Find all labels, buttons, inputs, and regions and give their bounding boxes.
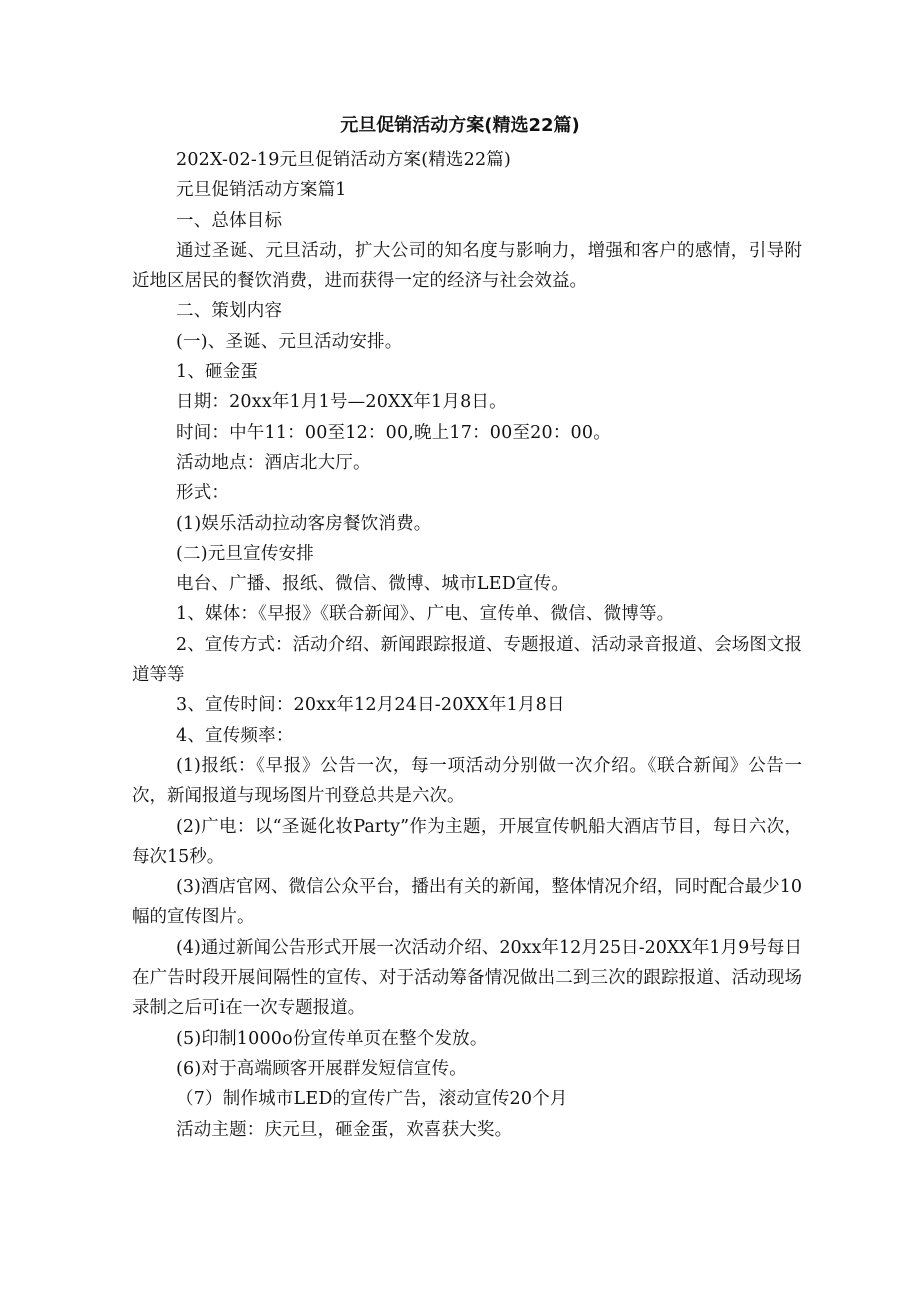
paragraph-activity-arrangement: (一)、圣诞、元旦活动安排。	[176, 331, 403, 352]
paragraph-frequency-sms: (6)对于高端顾客开展群发短信宣传。	[176, 1058, 467, 1079]
paragraph-frequency-website: (3)酒店官网、微信公众平台，播出有关的新闻，整体情况介绍，同时配合最少10幅的宣传图片。	[132, 877, 802, 928]
paragraph-promotion-time: 3、宣传时间：20xx年12月24日-20XX年1月8日	[176, 695, 565, 716]
paragraph-activity-theme: 活动主题：庆元旦，砸金蛋，欢喜获大奖。	[176, 1119, 513, 1140]
paragraph-heading-goal: 一、总体目标	[176, 210, 283, 231]
paragraph-location: 活动地点：酒店北大厅。	[176, 452, 371, 473]
document-body	[132, 145, 802, 1145]
paragraph-format-item-1: (1)娱乐活动拉动客房餐饮消费。	[176, 513, 432, 534]
paragraph-media: 1、媒体：《早报》《联合新闻》、广电、宣传单、微信、微博等。	[176, 604, 675, 625]
paragraph-time: 时间：中午11：00至12：00,晚上17：00至20：00。	[176, 422, 611, 443]
paragraph-format: 形式：	[176, 483, 230, 504]
paragraph-frequency-flyers: (5)印制1000o份宣传单页在整个发放。	[176, 1028, 488, 1049]
paragraph-section-title: 元旦促销活动方案篇1	[176, 180, 347, 201]
paragraph-promotion-method: 2、宣传方式：活动介绍、新闻跟踪报道、专题报道、活动录音报道、会场图文报道等等	[132, 634, 802, 686]
paragraph-frequency-broadcast: (2)广电：以“圣诞化妆Party”作为主题，开展宣传帆船大酒店节目，每日六次，每次15秒。	[132, 816, 802, 867]
paragraph-date-line: 202X-02-19元旦促销活动方案(精选22篇)	[176, 150, 512, 170]
paragraph-frequency-newspaper: (1)报纸：《早报》公告一次，每一项活动分别做一次介绍。《联合新闻》公告一次，新闻报道与现场图片刊登总共是六次。	[132, 755, 802, 807]
paragraph-heading-plan: 二、策划内容	[176, 301, 283, 322]
paragraph-frequency-news: (4)通过新闻公告形式开展一次活动介绍、20xx年12月25日-20XX年1月9号每日在广告时段开展间隔性的宣传、对于活动筹备情况做出二到三次的跟踪报道、活动现场录制之后可i在一次专题报道。	[132, 937, 802, 1019]
document-title: 元旦促销活动方案(精选22篇)	[340, 115, 580, 136]
paragraph-promotion-channels: 电台、广播、报纸、微信、微博、城市LED宣传。	[176, 574, 570, 595]
paragraph-promotion-frequency: 4、宣传频率：	[176, 725, 294, 746]
paragraph-goal-text: 通过圣诞、元旦活动，扩大公司的知名度与影响力，增强和客户的感情，引导附近地区居民的餐饮消费，进而获得一定的经济与社会效益。	[132, 240, 802, 292]
paragraph-promotion-heading: (二)元旦宣传安排	[176, 543, 314, 564]
paragraph-frequency-led: （7）制作城市LED的宣传广告，滚动宣传20个月	[176, 1089, 568, 1110]
paragraph-golden-egg: 1、砸金蛋	[176, 362, 259, 383]
paragraph-date: 日期：20xx年1月1号—20XX年1月8日。	[176, 392, 507, 413]
